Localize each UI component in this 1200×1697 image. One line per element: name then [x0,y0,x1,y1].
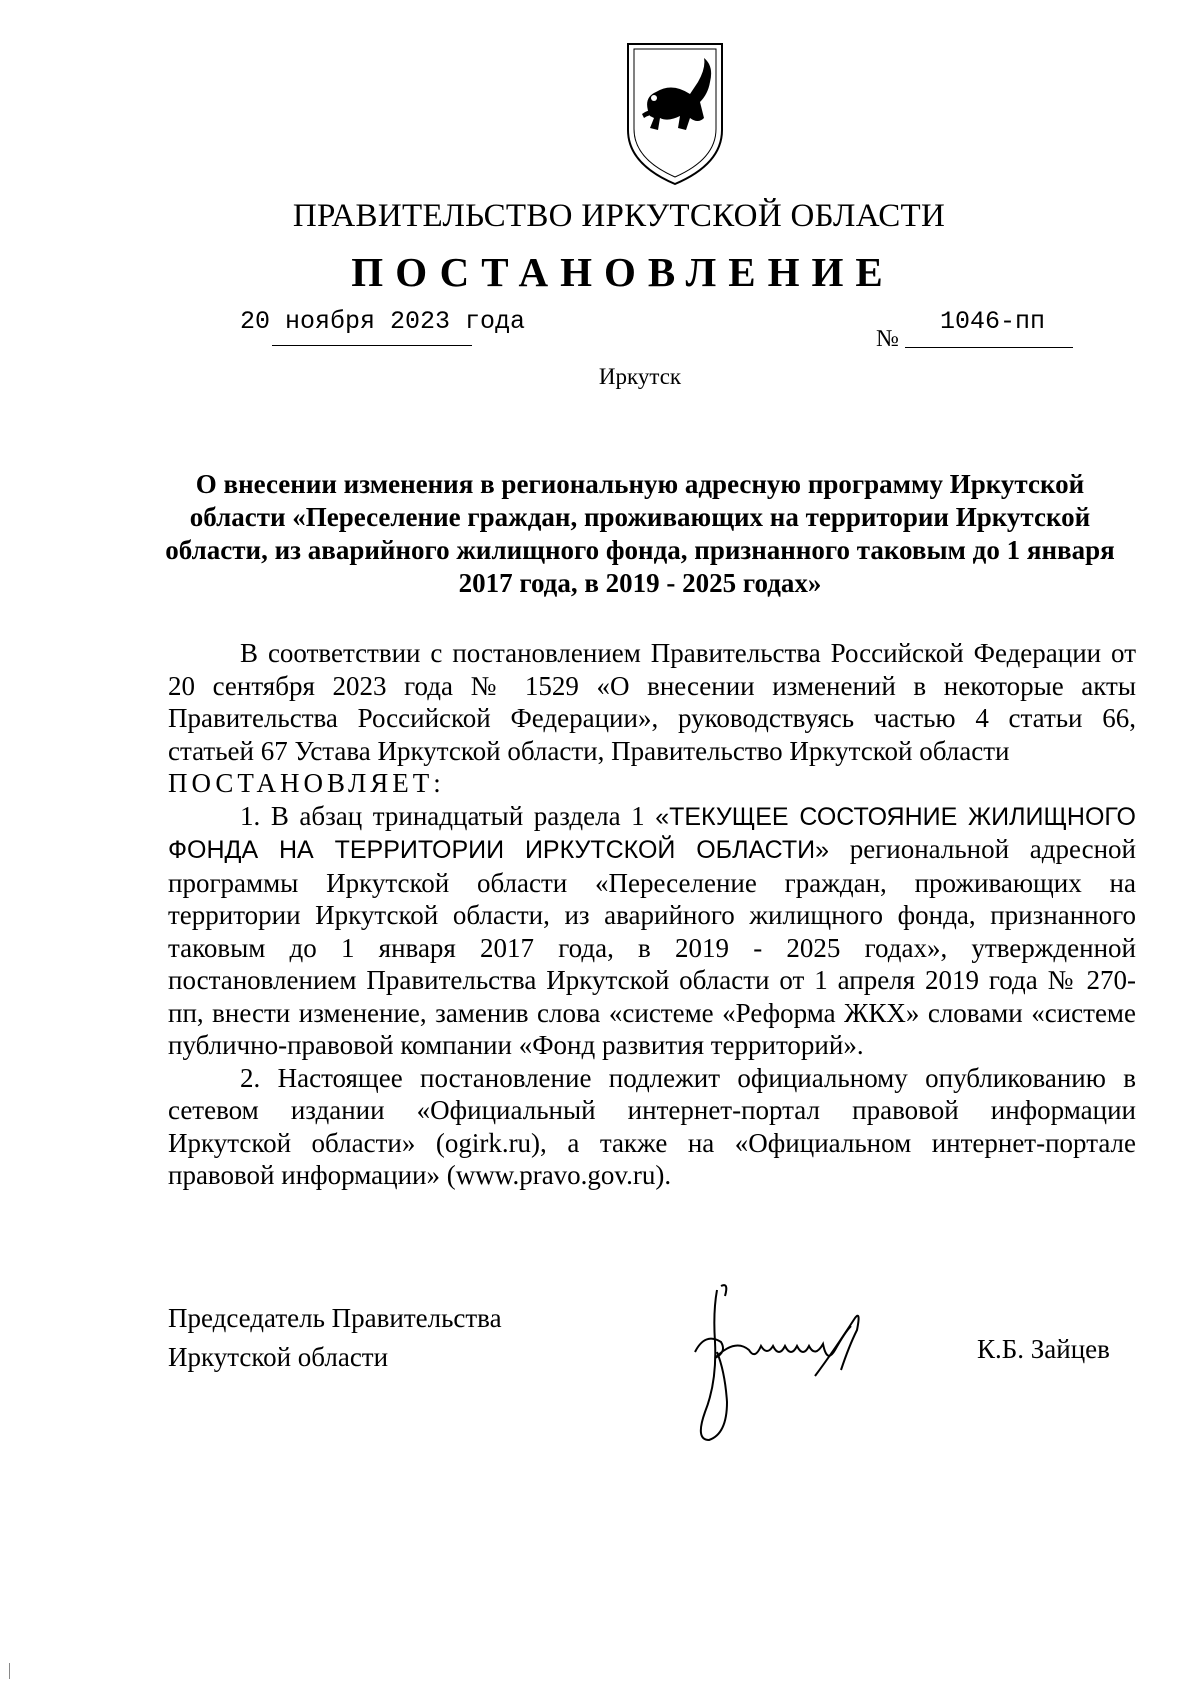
irkutsk-coat-of-arms-icon [620,38,730,188]
date-underline [272,345,472,346]
document-city: Иркутск [598,364,682,389]
resolves-heading: ПОСТАНОВЛЯЕТ: [168,768,445,798]
item-1-section-name: «ТЕКУЩЕЕ СОСТОЯНИЕ ЖИЛИЩНОГО ФОНДА НА ТЕРРИТОРИИ ИРКУТСКОЙ ОБЛАСТИ» [168,802,1137,864]
scan-edge-mark [9,1663,10,1679]
government-name: ПРАВИТЕЛЬСТВО ИРКУТСКОЙ ОБЛАСТИ [292,198,946,234]
number-sign: № [876,326,899,352]
item-1-start: 1. В абзац тринадцатый раздела 1 [240,800,656,831]
signatory-position-line-2: Иркутской области [168,1342,389,1372]
document-type: ПОСТАНОВЛЕНИЕ [351,249,895,295]
item-2-paragraph: 2. Настоящее постановление подлежит официальному опубликованию в сетевом издании «Официальный интернет-портал правовой информации Иркутской области» (ogirk.ru), а также на «Официальном интернет-портале правовой информации» (www.pravo.gov.ru). [168,1062,1136,1190]
document-title: О внесении изменения в региональную адресную программу Иркутской области «Переселение граждан, проживающих на территории Иркутской области, из аварийного жилищного фонда, признанного таковым до 1 января 2017 года, в 2019 - 2025 годах» [165,469,1115,598]
document-body [168,637,1136,1192]
number-underline [905,347,1073,348]
item-1-paragraph [168,800,1136,1062]
document-number: 1046-пп [940,307,1046,336]
handwritten-signature-icon [665,1272,925,1452]
signatory-position [168,1299,502,1377]
item-1-rest: региональной адресной программы Иркутской области «Переселение граждан, проживающих на территории Иркутской области, из аварийного жилищного фонда, признанного таковым до 1 января 2017 года, в 2019 - 2025 годах», утвержденной постановлением Правительства Иркутской области от 1 апреля 2019 года № 270-пп, внести изменение, заменив слова «системе «Реформа ЖКХ» словами «системе публично-правовой компании «Фонд развития территорий». [168,834,1136,1060]
preamble-paragraph: В соответствии с постановлением Правительства Российской Федерации от 20 сентября 2023 года № 1529 «О внесении изменений в некоторые акты Правительства Российской Федерации», руководствуясь частью 4 статьи 66, статьей 67 Устава Иркутской области, Правительство Иркутской области [168,638,1136,766]
document-date: 20 ноября 2023 года [240,307,526,336]
signatory-position-line-1: Председатель Правительства [168,1303,502,1333]
signatory-name: К.Б. Зайцев [977,1334,1110,1364]
